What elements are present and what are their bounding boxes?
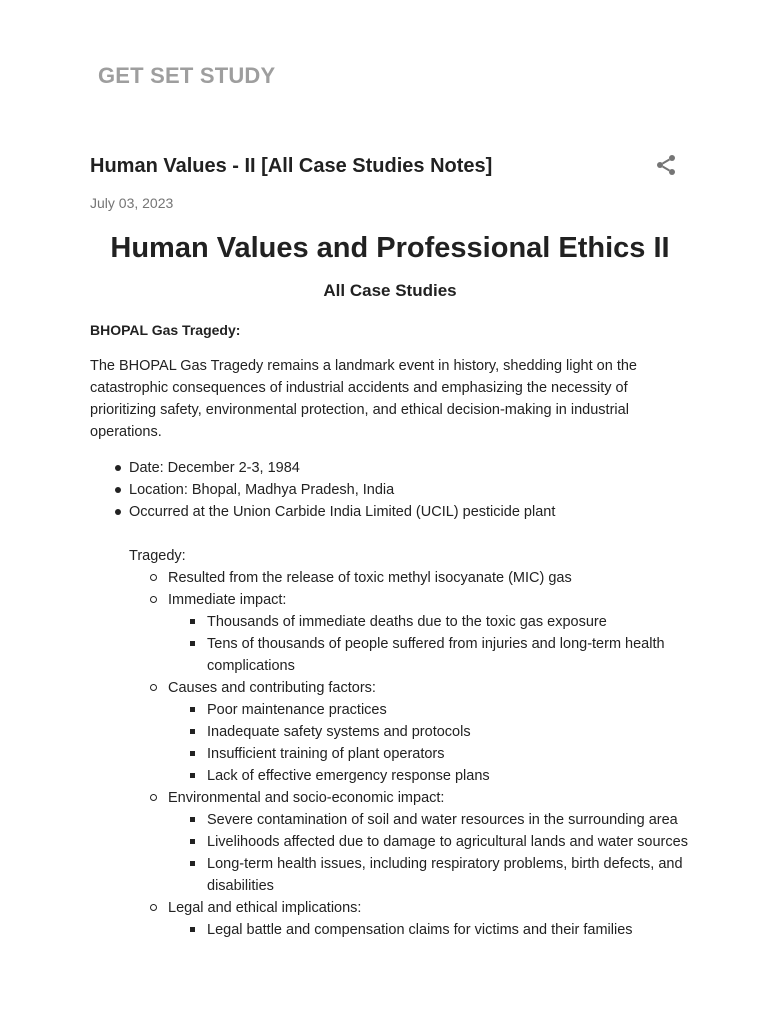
- sub-list: [168, 919, 690, 941]
- list-item: Tens of thousands of people suffered from injuries and long-term health complications: [168, 633, 690, 677]
- list-item: Lack of effective emergency response plans: [168, 765, 690, 787]
- post-date: July 03, 2023: [90, 195, 174, 211]
- list-item: [129, 787, 690, 897]
- list-item: Severe contamination of soil and water resources in the surrounding area: [168, 809, 690, 831]
- list-item: Long-term health issues, including respiratory problems, birth defects, and disabilities: [168, 853, 690, 897]
- list-item: Livelihoods affected due to damage to agricultural lands and water sources: [168, 831, 690, 853]
- article-heading: Human Values and Professional Ethics II: [110, 232, 670, 264]
- article-subheading: All Case Studies: [323, 281, 457, 300]
- list-item: [129, 677, 690, 787]
- list-item: Inadequate safety systems and protocols: [168, 721, 690, 743]
- sub-list: [168, 699, 690, 787]
- intro-paragraph: The BHOPAL Gas Tragedy remains a landmark event in history, shedding light on the catastrophic consequences of industrial accidents and emphasizing the necessity of prioritizing safety, environmental protection, and ethical decision-making in industrial operations.: [90, 358, 637, 440]
- section-title: BHOPAL Gas Tragedy:: [90, 322, 241, 338]
- post-body: [90, 226, 690, 941]
- tragedy-label: Tragedy:: [129, 548, 186, 564]
- share-icon: [654, 153, 678, 177]
- tragedy-list: [129, 567, 690, 941]
- list-item: Thousands of immediate deaths due to the toxic gas exposure: [168, 611, 690, 633]
- list-item: Insufficient training of plant operators: [168, 743, 690, 765]
- list-item: [129, 589, 690, 677]
- list-item: Occurred at the Union Carbide India Limited (UCIL) pesticide plant: [90, 501, 690, 523]
- list-item: [129, 567, 690, 589]
- list-item-text: Environmental and socio-economic impact:: [168, 790, 445, 806]
- share-button[interactable]: [654, 153, 678, 177]
- facts-list: [90, 457, 690, 941]
- site-title[interactable]: GET SET STUDY: [98, 63, 276, 88]
- list-item: Location: Bhopal, Madhya Pradesh, India: [90, 479, 690, 501]
- list-item: [129, 897, 690, 941]
- post-title[interactable]: Human Values - II [All Case Studies Notes]: [90, 155, 493, 177]
- list-item-text: Immediate impact:: [168, 592, 287, 608]
- tragedy-block: [90, 523, 690, 941]
- list-item-text: Legal and ethical implications:: [168, 900, 362, 916]
- list-item: Legal battle and compensation claims for victims and their families: [168, 919, 690, 941]
- sub-list: [168, 611, 690, 677]
- post-header: [90, 153, 680, 181]
- list-item-text: Resulted from the release of toxic methyl isocyanate (MIC) gas: [168, 570, 572, 586]
- list-item-text: Causes and contributing factors:: [168, 680, 376, 696]
- list-item: Date: December 2-3, 1984: [90, 457, 690, 479]
- sub-list: [168, 809, 690, 897]
- list-item: Poor maintenance practices: [168, 699, 690, 721]
